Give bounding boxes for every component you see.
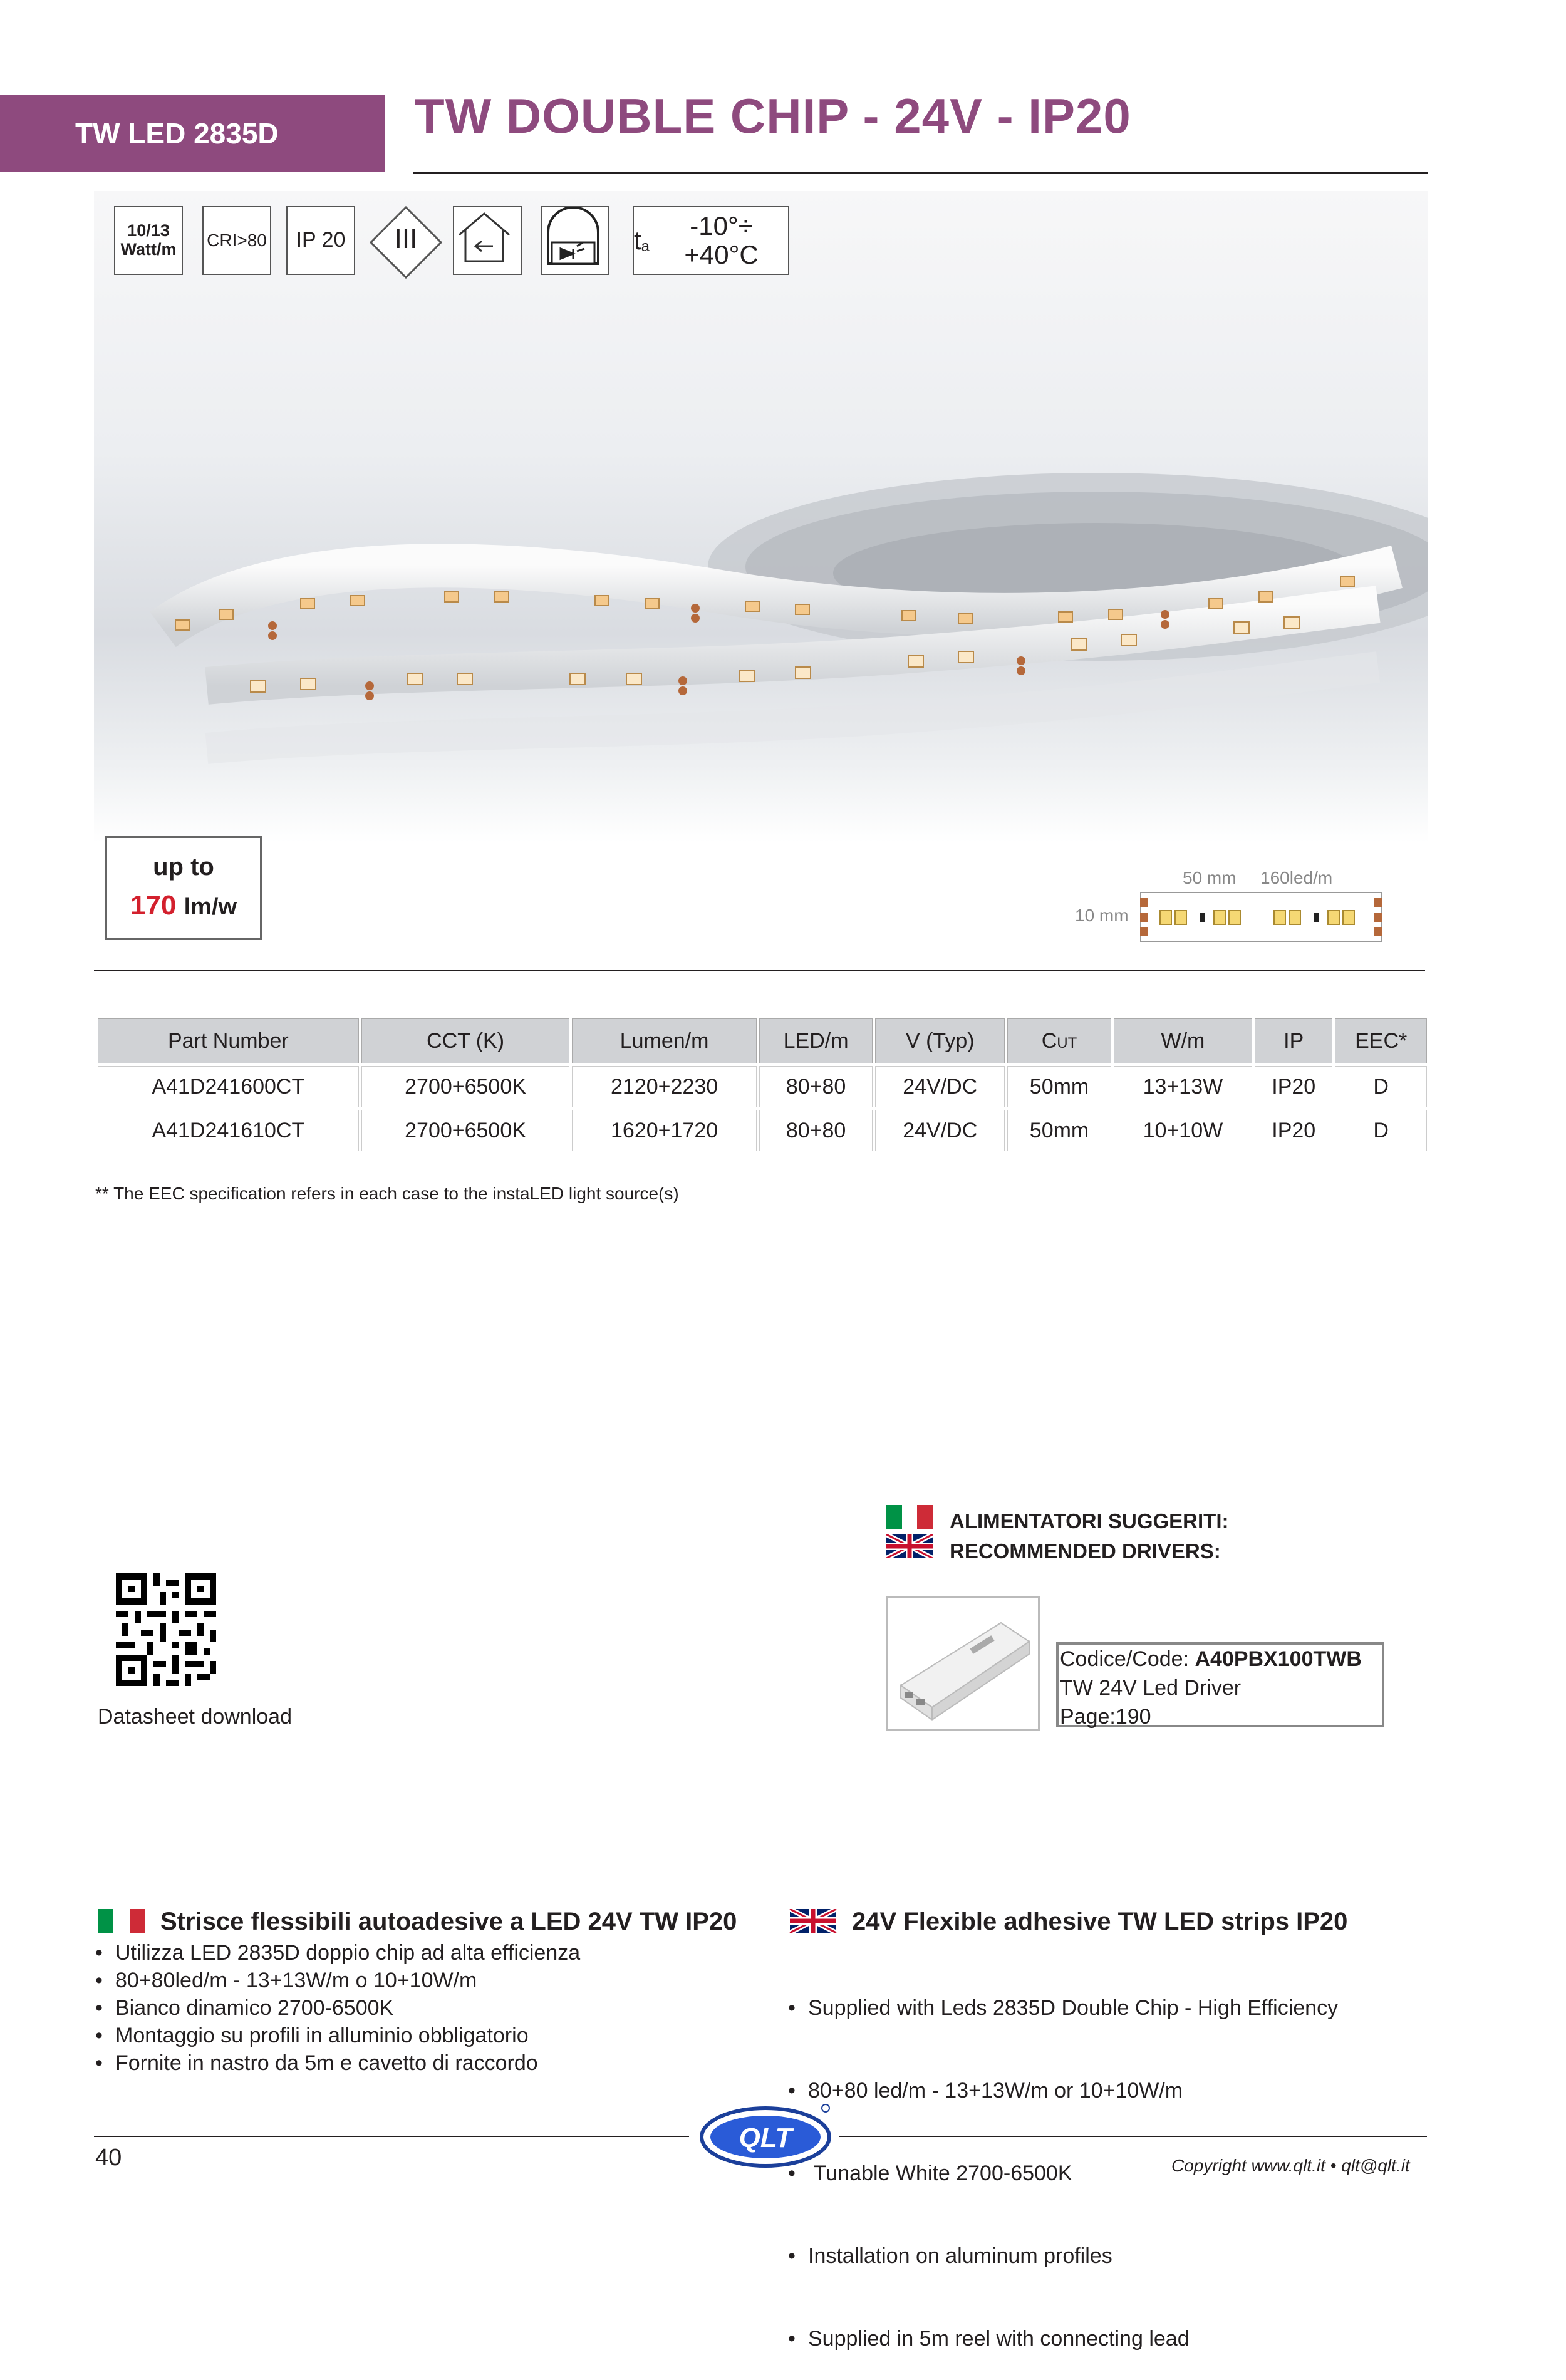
cell-watt: 13+13W	[1114, 1066, 1252, 1107]
profile-mounting-icon	[541, 206, 609, 275]
footer-rule-right	[839, 2136, 1427, 2137]
cell-watt: 10+10W	[1114, 1110, 1252, 1151]
qlt-logo	[697, 2102, 834, 2174]
list-item: • Installation on aluminum profiles	[788, 2242, 1427, 2270]
cell-led: 80+80	[759, 1110, 873, 1151]
power-icon	[114, 206, 183, 275]
temperature-icon	[633, 206, 789, 275]
house-icon	[454, 207, 514, 267]
temp-prefix: t	[634, 225, 641, 255]
th-watt: W/m	[1114, 1018, 1252, 1063]
copyright: Copyright www.qlt.it • qlt@qlt.it	[1171, 2156, 1410, 2175]
cell-cct: 2700+6500K	[361, 1110, 570, 1151]
cell-cut: 50mm	[1007, 1066, 1111, 1107]
ip-label: IP 20	[296, 228, 346, 252]
page-title: TW DOUBLE CHIP - 24V - IP20	[415, 88, 1131, 143]
cell-eec: D	[1335, 1066, 1427, 1107]
efficacy-value: 170	[130, 890, 177, 921]
cell-ip: IP20	[1255, 1110, 1332, 1151]
list-item: • Supplied with Leds 2835D Double Chip - High Efficiency	[788, 1994, 1427, 2022]
list-item: • Supplied in 5m reel with connecting lead	[788, 2325, 1427, 2352]
efficacy-unit: lm/w	[184, 894, 237, 920]
italian-flag-icon	[886, 1505, 933, 1532]
cell-part-number: A41D241600CT	[98, 1066, 359, 1107]
driver-name: TW 24V Led Driver	[1060, 1676, 1242, 1700]
driver-info-box	[1056, 1642, 1384, 1727]
led-strip-illustration	[94, 191, 1428, 842]
cell-voltage: 24V/DC	[875, 1066, 1005, 1107]
category-tab: TW LED 2835D	[0, 95, 385, 172]
table-row	[98, 1110, 1427, 1151]
table-header-row	[98, 1018, 1427, 1063]
list-item: • Bianco dinamico 2700-6500K	[95, 1994, 759, 2022]
datasheet-download-label: Datasheet download	[98, 1705, 293, 1729]
section-divider	[94, 970, 1425, 971]
driver-page: Page:190	[1060, 1705, 1151, 1729]
list-item: • Tunable White 2700-6500K	[788, 2160, 1427, 2187]
drivers-title-en: RECOMMENDED DRIVERS:	[950, 1539, 1221, 1563]
qlt-logo-icon	[697, 2102, 834, 2171]
power-value: 10/13	[127, 221, 170, 241]
cell-lumen: 2120+2230	[572, 1066, 757, 1107]
cell-cut: 50mm	[1007, 1110, 1111, 1151]
th-lumen: Lumen/m	[572, 1018, 757, 1063]
class-label: III	[394, 224, 418, 254]
th-led: LED/m	[759, 1018, 873, 1063]
list-item: • Fornite in nastro da 5m e cavetto di raccordo	[95, 2049, 759, 2077]
page-number: 40	[95, 2145, 122, 2171]
cell-cct: 2700+6500K	[361, 1066, 570, 1107]
title-divider	[413, 172, 1428, 174]
th-eec: EEC*	[1335, 1018, 1427, 1063]
th-cut: Cut	[1007, 1018, 1111, 1063]
driver-code: A40PBX100TWB	[1195, 1647, 1362, 1671]
desc-it-title: Strisce flessibili autoadesive a LED 24V TW IP20	[160, 1908, 737, 1935]
led-density-label: 160led/m	[1260, 868, 1333, 887]
th-voltage: V (Typ)	[875, 1018, 1005, 1063]
cri-label: CRI>80	[207, 230, 267, 250]
th-ip: IP	[1255, 1018, 1332, 1063]
cut-length-label: 50 mm	[1183, 868, 1237, 887]
qr-code[interactable]	[116, 1573, 216, 1689]
th-part-number: Part Number	[98, 1018, 359, 1063]
temp-sub: a	[641, 237, 650, 255]
list-item: • 80+80 led/m - 13+13W/m or 10+10W/m	[788, 2077, 1427, 2104]
indoor-use-icon	[453, 206, 522, 275]
width-label: 10 mm	[1075, 906, 1129, 925]
cell-ip: IP20	[1255, 1066, 1332, 1107]
italian-flag-icon	[98, 1909, 145, 1936]
footer-rule-left	[94, 2136, 689, 2137]
uk-flag-icon	[789, 1909, 837, 1936]
driver-code-label: Codice/Code:	[1060, 1647, 1195, 1671]
class-iii-icon	[368, 205, 443, 280]
list-item: • Montaggio su profili in alluminio obbligatorio	[95, 2022, 759, 2049]
temp-range: -10°÷ +40°C	[684, 210, 759, 269]
profile-icon	[542, 207, 604, 270]
cell-part-number: A41D241610CT	[98, 1110, 359, 1151]
eec-footnote: ** The EEC specification refers in each case to the instaLED light source(s)	[95, 1184, 679, 1203]
qr-code-icon	[116, 1573, 216, 1686]
cell-lumen: 1620+1720	[572, 1110, 757, 1151]
efficacy-up-to: up to	[153, 853, 214, 881]
power-unit: Watt/m	[120, 240, 177, 259]
desc-en-title: 24V Flexible adhesive TW LED strips IP20	[852, 1908, 1348, 1935]
th-cct: CCT (K)	[361, 1018, 570, 1063]
cell-voltage: 24V/DC	[875, 1110, 1005, 1151]
product-photo	[94, 191, 1428, 842]
list-item: • 80+80led/m - 13+13W/m o 10+10W/m	[95, 1967, 759, 1994]
ip-icon	[286, 206, 355, 275]
driver-box-icon	[888, 1598, 1038, 1729]
driver-photo	[886, 1596, 1040, 1731]
cell-led: 80+80	[759, 1066, 873, 1107]
list-item: • Utilizza LED 2835D doppio chip ad alta efficienza	[95, 1939, 759, 1967]
cri-icon	[202, 206, 271, 275]
efficacy-badge	[105, 836, 262, 940]
desc-it-list	[95, 1939, 759, 2077]
logo-text: QLT	[739, 2123, 792, 2153]
cell-eec: D	[1335, 1110, 1427, 1151]
strip-dimension-drawing	[1140, 892, 1382, 945]
spec-table	[95, 1016, 1429, 1154]
drivers-title-it: ALIMENTATORI SUGGERITI:	[950, 1509, 1229, 1533]
uk-flag-icon	[886, 1534, 933, 1561]
strip-segment-icon	[1140, 892, 1382, 942]
table-row	[98, 1066, 1427, 1107]
